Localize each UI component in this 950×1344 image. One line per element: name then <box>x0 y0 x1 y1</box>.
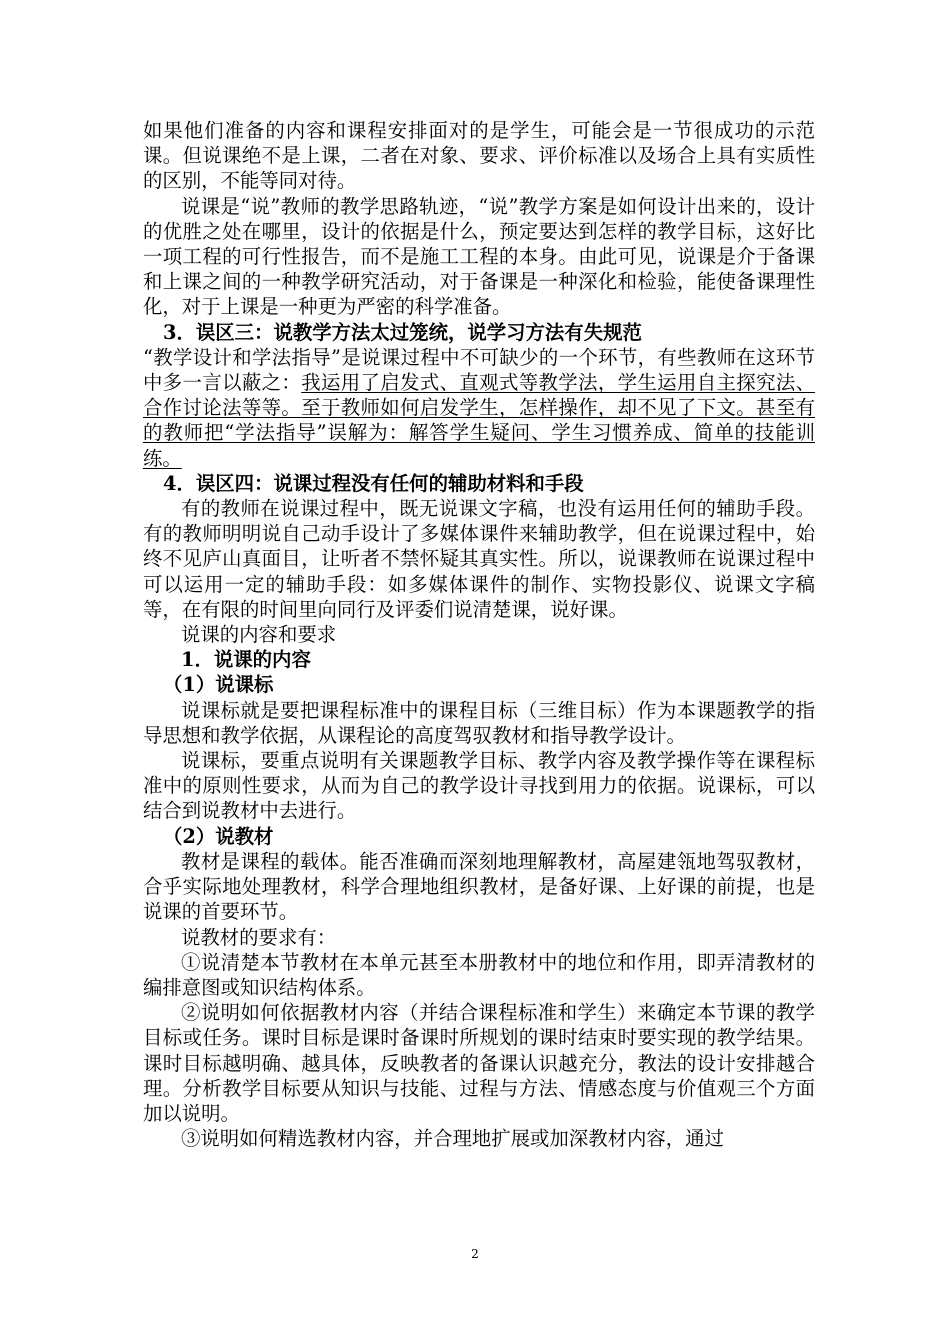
paragraph: 说课是“说”教师的教学思路轨迹，“说”教学方案是如何设计出来的，设计的优胜之处在哪里，设计的依据是什么，预定要达到怎样的教学目标，这好比一项工程的可行性报告，而不是施工工程的本身。由此可见，说课是介于备课和上课之间的一种教学研究活动，对于备课是一种深化和检验，能使备课理性化，对于上课是一种更为严密的科学准备。 <box>143 194 815 319</box>
list-item: ③说明如何精选教材内容，并合理地扩展或加深教材内容，通过 <box>181 1127 724 1151</box>
sub-heading: （1）说课标 <box>163 673 274 697</box>
page-content <box>143 118 815 1151</box>
paragraph: 教材是课程的载体。能否准确而深刻地理解教材，高屋建瓴地驾驭教材，合乎实际地处理教材，科学合理地组织教材，是备好课、上好课的前提，也是说课的首要环节。 <box>143 849 815 924</box>
paragraph: 说课标就是要把课程标准中的课程目标（三维目标）作为本课题教学的指导思想和教学依据，从课程论的高度驾驭教材和指导教学设计。 <box>143 698 815 747</box>
paragraph: 说教材的要求有： <box>181 925 337 949</box>
section-heading: 4．误区四：说课过程没有任何的辅助材料和手段 <box>163 471 584 495</box>
section-heading: 3．误区三：说教学方法太过笼统，说学习方法有失规范 <box>163 320 642 344</box>
paragraph: 如果他们准备的内容和课程安排面对的是学生，可能会是一节很成功的示范课。但说课绝不是上课，二者在对象、要求、评价标准以及场合上具有实质性的区别，不能等同对待。 <box>143 119 815 193</box>
underlined-text: 我运用了启发式、直观式等教学法，学生运用自主探究法、合作讨论法等等。至于教师如何启发学生，怎样操作，却不见了下文。甚至有的教师把“学法指导”误解为：解答学生疑问、学生习惯养成、简单的技能训练。 <box>143 371 816 470</box>
paragraph-text: “教学设计和学法指导”是说课过程中不可缺少的一个环节，有些教师在这环节中多一言以蔽之： <box>143 345 815 395</box>
section-heading: 说课的内容和要求 <box>181 623 337 647</box>
list-item: ①说清楚本节教材在本单元甚至本册教材中的地位和作用，即弄清教材的编排意图或知识结构体系。 <box>143 950 815 999</box>
section-heading: 1．说课的内容 <box>181 648 311 672</box>
paragraph <box>143 345 815 471</box>
page-number: 2 <box>471 1247 479 1261</box>
paragraph: 有的教师在说课过程中，既无说课文字稿，也没有运用任何的辅助手段。有的教师明明说自己动手设计了多媒体课件来辅助教学，但在说课过程中，始终不见庐山真面目，让听者不禁怀疑其真实性。所以，说课教师在说课过程中可以运用一定的辅助手段：如多媒体课件的制作、实物投影仪、说课文字稿等，在有限的时间里向同行及评委们说清楚课，说好课。 <box>143 497 815 621</box>
list-item: ②说明如何依据教材内容（并结合课程标准和学生）来确定本节课的教学目标或任务。课时目标是课时备课时所规划的课时结束时要实现的教学结果。课时目标越明确、越具体，反映教者的备课认识越充分，教法的设计安排越合理。分析教学目标要从知识与技能、过程与方法、情感态度与价值观三个方面加以说明。 <box>143 1001 815 1125</box>
sub-heading: （2）说教材 <box>163 824 274 848</box>
paragraph: 说课标，要重点说明有关课题教学目标、教学内容及教学操作等在课程标准中的原则性要求，从而为自己的教学设计寻找到用力的依据。说课标，可以结合到说教材中去进行。 <box>143 749 815 823</box>
